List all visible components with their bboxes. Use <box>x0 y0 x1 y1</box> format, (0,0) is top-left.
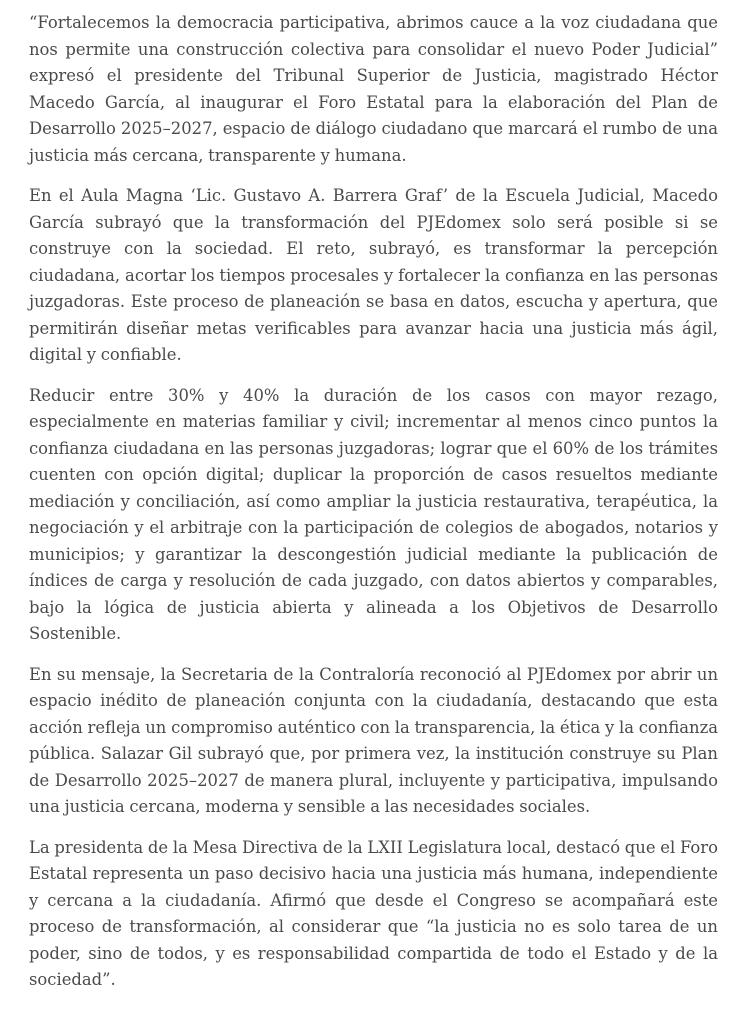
paragraph-goals: Reducir entre 30% y 40% la duración de los casos con mayor rezago, especialmente en materias familiar y civil; incrementar al menos cinco puntos la confianza ciudadana en las personas juzgadoras; lograr que el 60% de los trámites cuenten con opción digital; duplicar la proporción de casos resueltos mediante mediación y conciliación, así como ampliar la justicia restaurativa, terapéutica, la negociación y el arbitraje con la participación de colegios de abogados, notarios y municipios; y garantizar la descongestión judicial mediante la publicación de índices de carga y resolución de cada juzgado, con datos abiertos y comparables, bajo la lógica de justicia abierta y alineada a los Objetivos de Desarrollo Sostenible. <box>29 385 718 643</box>
paragraph-foro-inauguration: “Fortalecemos la democracia participativa, abrimos cauce a la voz ciudadana que nos permite una construcción colectiva para consolidar el nuevo Poder Judicial” expresó el presidente del Tribunal Superior de Justicia, magistrado Héctor Macedo García, al inaugurar el Foro Estatal para la elaboración del Plan de Desarrollo 2025–2027, espacio de diálogo ciudadano que marcará el rumbo de una justicia más cercana, transparente y humana. <box>29 13 718 165</box>
paragraph-contraloria: En su mensaje, la Secretaria de la Contraloría reconoció al PJEdomex por abrir un espacio inédito de planeación conjunta con la ciudadanía, destacando que esta acción refleja un compromiso auténtico con la transparencia, la ética y la confianza pública. Salazar Gil subrayó que, por primera vez, la institución construye su Plan de Desarrollo 2025–2027 de manera plural, incluyente y participativa, impulsando una justicia cercana, moderna y sensible a las necesidades sociales. <box>29 664 718 816</box>
paragraph-aula-magna: En el Aula Magna ‘Lic. Gustavo A. Barrera Graf’ de la Escuela Judicial, Macedo García subrayó que la transformación del PJEdomex solo será posible si se construye con la sociedad. El reto, subrayó, es transformar la percepción ciudadana, acortar los tiempos procesales y fortalecer la confianza en las personas juzgadoras. Este proceso de planeación se basa en datos, escucha y apertura, que permitirán diseñar metas verificables para avanzar hacia una justicia más ágil, digital y confiable. <box>29 186 718 364</box>
paragraph-legislatura: La presidenta de la Mesa Directiva de la LXII Legislatura local, destacó que el Foro Estatal representa un paso decisivo hacia una justicia más humana, independiente y cercana a la ciudadanía. Afirmó que desde el Congreso se acompañará este proceso de transformación, al considerar que “la justicia no es solo tarea de un poder, sino de todos, y es responsabilidad compartida de todo el Estado y de la sociedad”. <box>29 837 718 989</box>
